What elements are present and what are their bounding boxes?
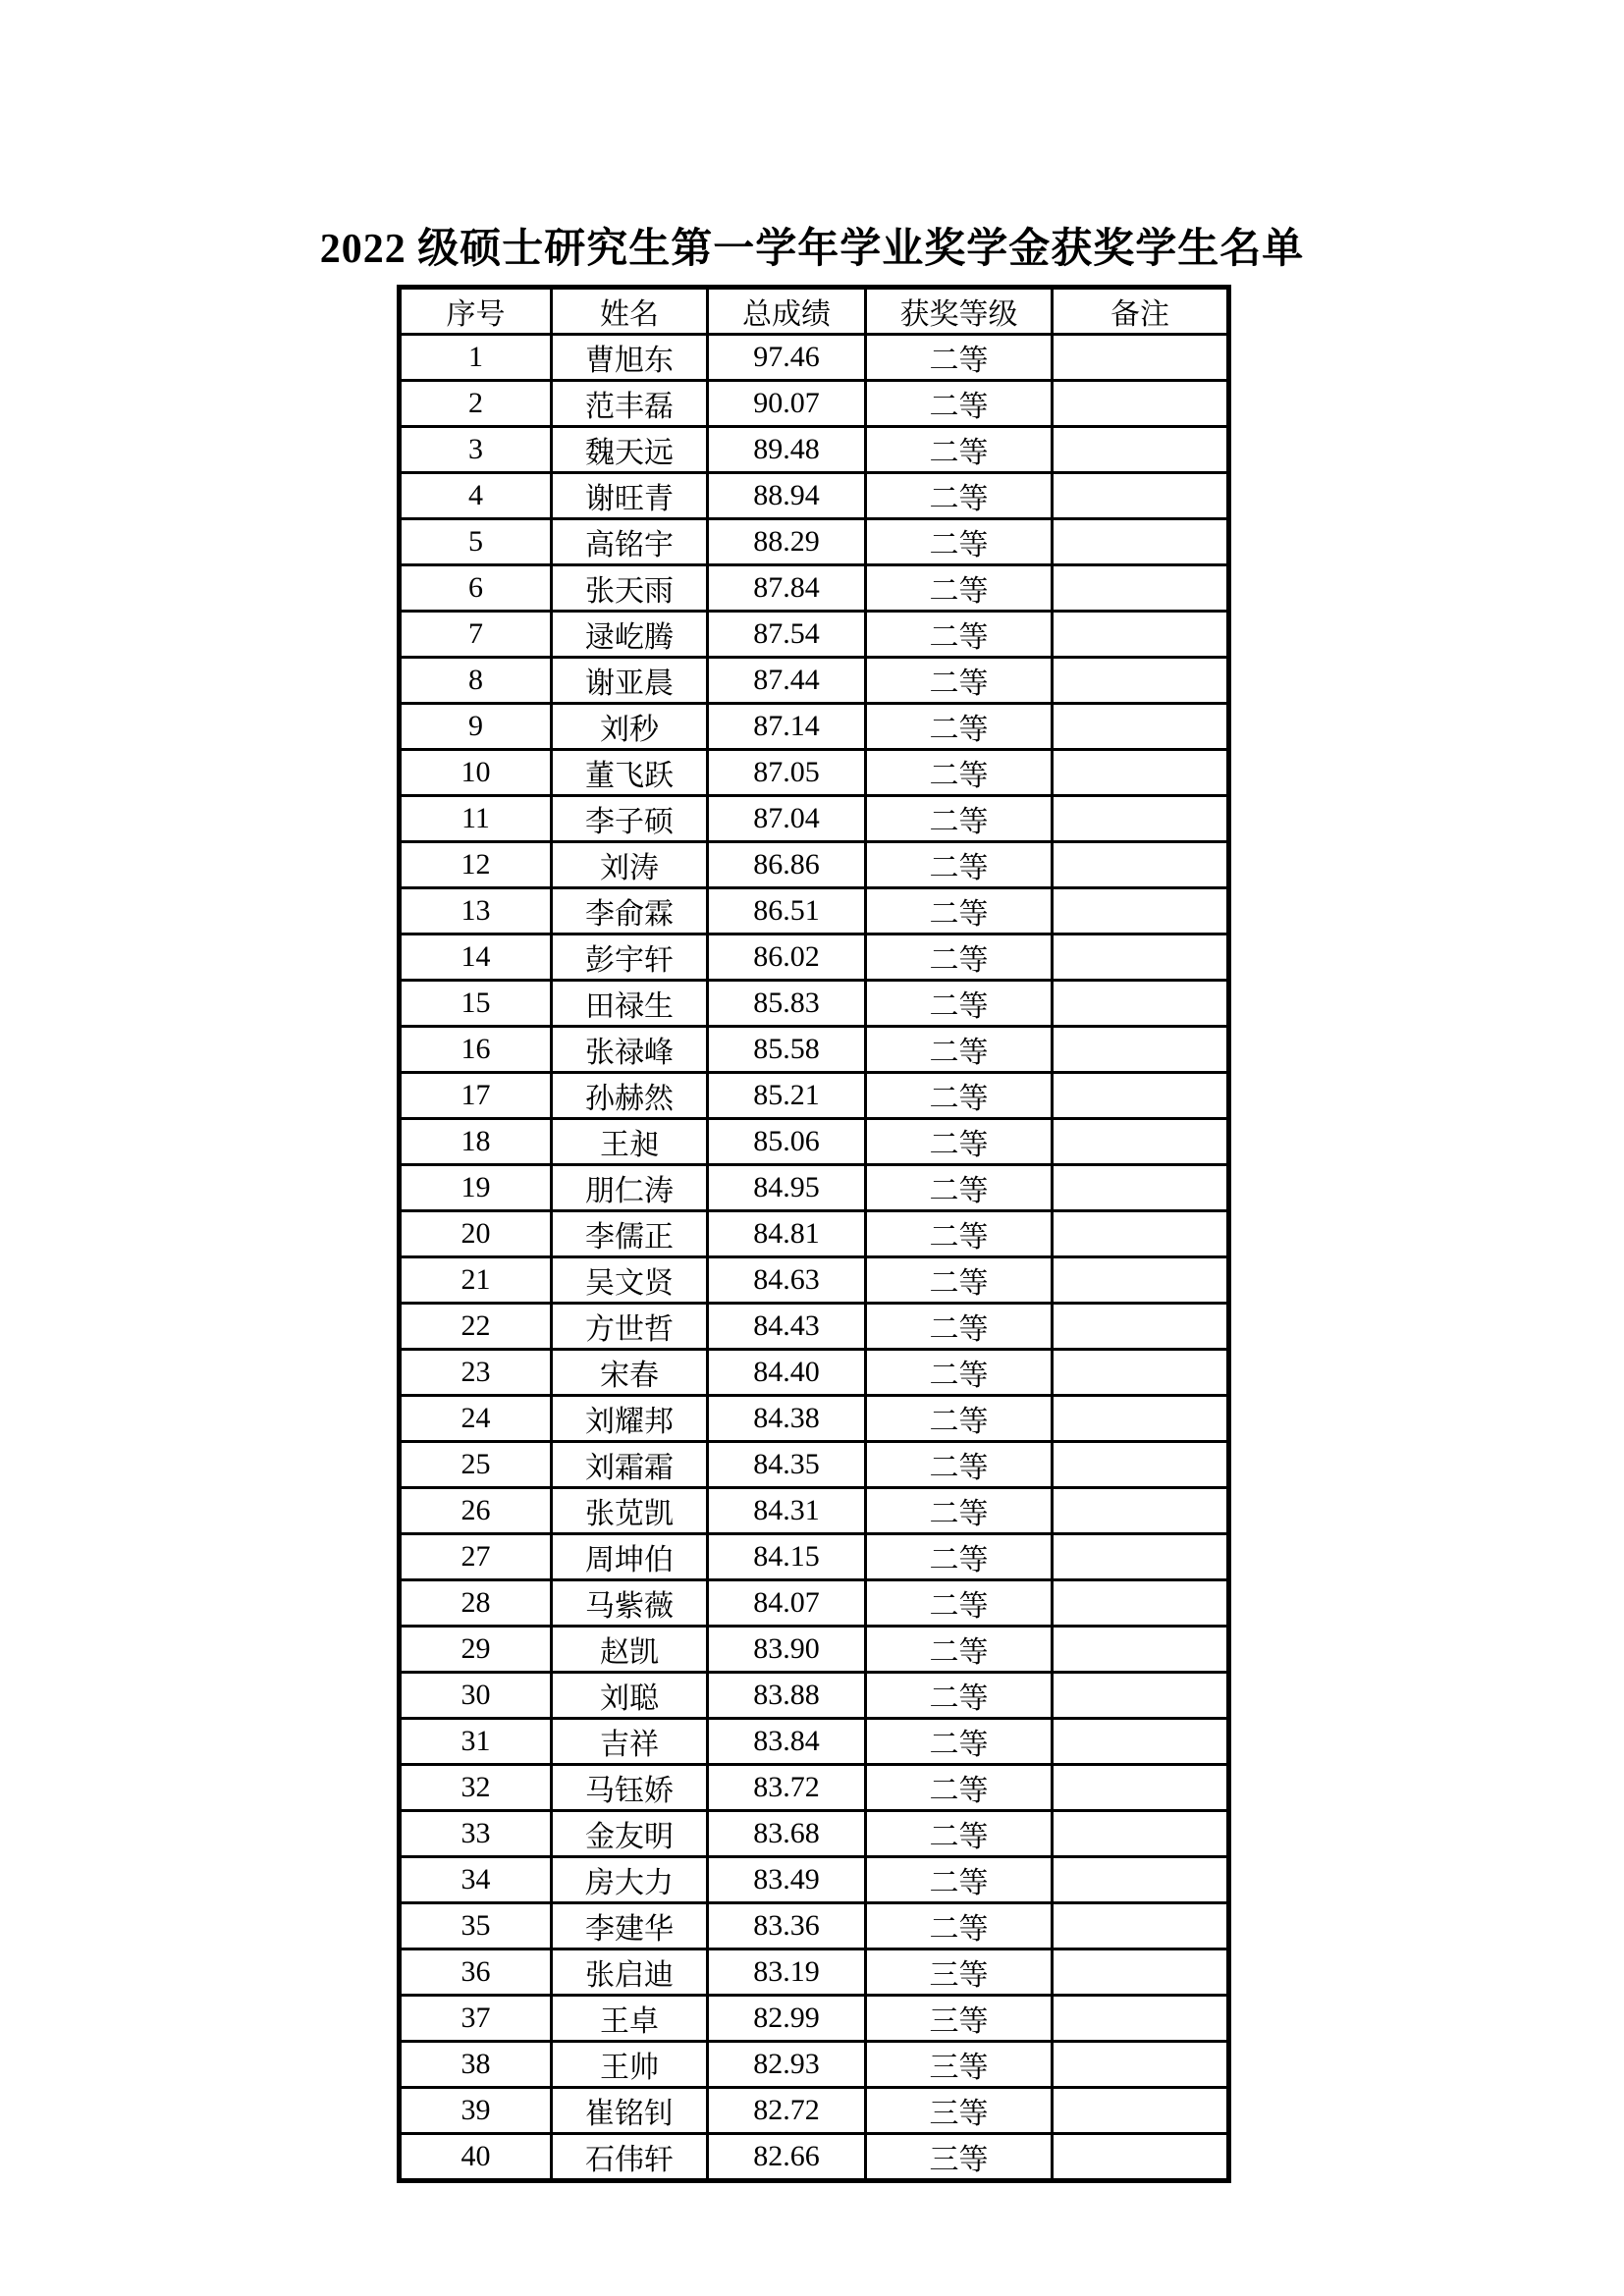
cell-remark <box>1053 981 1229 1027</box>
cell-level: 二等 <box>866 1119 1053 1165</box>
cell-no: 20 <box>400 1211 552 1257</box>
cell-score: 87.04 <box>708 796 866 842</box>
cell-level: 二等 <box>866 1903 1053 1949</box>
cell-name: 李建华 <box>552 1903 708 1949</box>
table-row <box>400 1580 1229 1627</box>
header-row <box>400 288 1229 335</box>
cell-no: 1 <box>400 335 552 381</box>
cell-name: 崔铭钊 <box>552 2088 708 2134</box>
cell-score: 83.84 <box>708 1719 866 1765</box>
cell-remark <box>1053 750 1229 796</box>
table-row <box>400 1857 1229 1903</box>
cell-remark <box>1053 1257 1229 1304</box>
cell-name: 刘耀邦 <box>552 1396 708 1442</box>
cell-name: 彭宇轩 <box>552 934 708 981</box>
cell-remark <box>1053 1119 1229 1165</box>
cell-score: 87.14 <box>708 704 866 750</box>
column-header: 备注 <box>1053 288 1229 335</box>
cell-level: 二等 <box>866 796 1053 842</box>
cell-score: 88.29 <box>708 519 866 565</box>
cell-remark <box>1053 2088 1229 2134</box>
cell-no: 7 <box>400 612 552 658</box>
cell-name: 张启迪 <box>552 1949 708 1996</box>
cell-level: 二等 <box>866 1165 1053 1211</box>
cell-no: 34 <box>400 1857 552 1903</box>
table-row <box>400 473 1229 519</box>
cell-no: 35 <box>400 1903 552 1949</box>
table-row <box>400 1350 1229 1396</box>
cell-no: 32 <box>400 1765 552 1811</box>
cell-score: 83.68 <box>708 1811 866 1857</box>
column-header: 序号 <box>400 288 552 335</box>
cell-name: 谢旺青 <box>552 473 708 519</box>
cell-score: 86.51 <box>708 888 866 934</box>
cell-level: 二等 <box>866 1719 1053 1765</box>
cell-name: 魏天远 <box>552 427 708 473</box>
cell-name: 石伟轩 <box>552 2134 708 2181</box>
column-header: 姓名 <box>552 288 708 335</box>
cell-name: 逯屹腾 <box>552 612 708 658</box>
cell-remark <box>1053 1304 1229 1350</box>
cell-name: 张禄峰 <box>552 1027 708 1073</box>
cell-no: 9 <box>400 704 552 750</box>
cell-name: 刘秒 <box>552 704 708 750</box>
cell-score: 84.38 <box>708 1396 866 1442</box>
cell-level: 二等 <box>866 1257 1053 1304</box>
cell-remark <box>1053 1350 1229 1396</box>
table-row <box>400 1996 1229 2042</box>
cell-level: 二等 <box>866 842 1053 888</box>
cell-no: 8 <box>400 658 552 704</box>
cell-name: 李俞霖 <box>552 888 708 934</box>
cell-level: 二等 <box>866 1488 1053 1534</box>
cell-no: 36 <box>400 1949 552 1996</box>
cell-level: 三等 <box>866 1996 1053 2042</box>
cell-score: 84.43 <box>708 1304 866 1350</box>
cell-remark <box>1053 1165 1229 1211</box>
cell-remark <box>1053 1996 1229 2042</box>
cell-score: 83.72 <box>708 1765 866 1811</box>
cell-score: 84.07 <box>708 1580 866 1627</box>
cell-level: 二等 <box>866 1811 1053 1857</box>
table-row <box>400 981 1229 1027</box>
cell-no: 21 <box>400 1257 552 1304</box>
cell-remark <box>1053 1673 1229 1719</box>
cell-score: 83.36 <box>708 1903 866 1949</box>
table-row <box>400 1811 1229 1857</box>
cell-remark <box>1053 1811 1229 1857</box>
cell-name: 房大力 <box>552 1857 708 1903</box>
table-row <box>400 1304 1229 1350</box>
cell-remark <box>1053 335 1229 381</box>
cell-name: 刘聪 <box>552 1673 708 1719</box>
cell-score: 84.31 <box>708 1488 866 1534</box>
cell-name: 田禄生 <box>552 981 708 1027</box>
cell-no: 27 <box>400 1534 552 1580</box>
cell-level: 二等 <box>866 1073 1053 1119</box>
cell-no: 3 <box>400 427 552 473</box>
cell-name: 李子硕 <box>552 796 708 842</box>
cell-score: 84.95 <box>708 1165 866 1211</box>
table-row <box>400 381 1229 427</box>
cell-score: 82.99 <box>708 1996 866 2042</box>
cell-name: 方世哲 <box>552 1304 708 1350</box>
table-row <box>400 1119 1229 1165</box>
table-row <box>400 1949 1229 1996</box>
cell-name: 王昶 <box>552 1119 708 1165</box>
cell-score: 87.44 <box>708 658 866 704</box>
cell-name: 高铭宇 <box>552 519 708 565</box>
cell-level: 二等 <box>866 934 1053 981</box>
cell-remark <box>1053 612 1229 658</box>
cell-score: 88.94 <box>708 473 866 519</box>
cell-no: 22 <box>400 1304 552 1350</box>
table-row <box>400 1257 1229 1304</box>
cell-name: 李儒正 <box>552 1211 708 1257</box>
table-row <box>400 1534 1229 1580</box>
cell-level: 二等 <box>866 981 1053 1027</box>
cell-name: 范丰磊 <box>552 381 708 427</box>
table-row <box>400 704 1229 750</box>
cell-no: 39 <box>400 2088 552 2134</box>
table-row <box>400 565 1229 612</box>
cell-remark <box>1053 2042 1229 2088</box>
cell-score: 85.83 <box>708 981 866 1027</box>
cell-no: 24 <box>400 1396 552 1442</box>
table-row <box>400 1719 1229 1765</box>
table-row <box>400 658 1229 704</box>
cell-score: 85.21 <box>708 1073 866 1119</box>
cell-level: 二等 <box>866 1027 1053 1073</box>
cell-score: 82.66 <box>708 2134 866 2181</box>
cell-no: 29 <box>400 1627 552 1673</box>
cell-level: 二等 <box>866 1673 1053 1719</box>
cell-name: 马钰娇 <box>552 1765 708 1811</box>
cell-no: 16 <box>400 1027 552 1073</box>
cell-remark <box>1053 1396 1229 1442</box>
table-row <box>400 427 1229 473</box>
cell-score: 84.35 <box>708 1442 866 1488</box>
table-row <box>400 1165 1229 1211</box>
cell-no: 31 <box>400 1719 552 1765</box>
cell-score: 90.07 <box>708 381 866 427</box>
cell-score: 85.06 <box>708 1119 866 1165</box>
cell-no: 2 <box>400 381 552 427</box>
cell-no: 12 <box>400 842 552 888</box>
scholarship-table-body <box>400 335 1229 2181</box>
table-row <box>400 1396 1229 1442</box>
cell-name: 周坤伯 <box>552 1534 708 1580</box>
cell-remark <box>1053 1765 1229 1811</box>
cell-no: 13 <box>400 888 552 934</box>
cell-score: 86.02 <box>708 934 866 981</box>
cell-remark <box>1053 1211 1229 1257</box>
cell-name: 朋仁涛 <box>552 1165 708 1211</box>
cell-remark <box>1053 1627 1229 1673</box>
cell-no: 26 <box>400 1488 552 1534</box>
table-row <box>400 934 1229 981</box>
cell-level: 二等 <box>866 888 1053 934</box>
cell-level: 二等 <box>866 1304 1053 1350</box>
cell-remark <box>1053 1949 1229 1996</box>
cell-name: 张天雨 <box>552 565 708 612</box>
cell-level: 二等 <box>866 1627 1053 1673</box>
cell-no: 5 <box>400 519 552 565</box>
cell-score: 83.49 <box>708 1857 866 1903</box>
cell-score: 82.72 <box>708 2088 866 2134</box>
cell-no: 15 <box>400 981 552 1027</box>
cell-no: 14 <box>400 934 552 981</box>
table-row <box>400 888 1229 934</box>
cell-no: 23 <box>400 1350 552 1396</box>
cell-no: 28 <box>400 1580 552 1627</box>
cell-remark <box>1053 473 1229 519</box>
cell-remark <box>1053 1857 1229 1903</box>
cell-level: 二等 <box>866 1857 1053 1903</box>
cell-name: 金友明 <box>552 1811 708 1857</box>
table-row <box>400 796 1229 842</box>
table-row <box>400 2088 1229 2134</box>
cell-no: 37 <box>400 1996 552 2042</box>
cell-name: 赵凯 <box>552 1627 708 1673</box>
column-header: 获奖等级 <box>866 288 1053 335</box>
cell-remark <box>1053 796 1229 842</box>
cell-name: 刘霜霜 <box>552 1442 708 1488</box>
cell-remark <box>1053 1903 1229 1949</box>
cell-level: 二等 <box>866 1765 1053 1811</box>
table-row <box>400 750 1229 796</box>
cell-remark <box>1053 1073 1229 1119</box>
cell-no: 10 <box>400 750 552 796</box>
cell-remark <box>1053 1534 1229 1580</box>
table-row <box>400 612 1229 658</box>
cell-score: 85.58 <box>708 1027 866 1073</box>
cell-score: 87.05 <box>708 750 866 796</box>
cell-level: 二等 <box>866 750 1053 796</box>
cell-score: 83.88 <box>708 1673 866 1719</box>
cell-no: 40 <box>400 2134 552 2181</box>
cell-level: 二等 <box>866 565 1053 612</box>
cell-level: 三等 <box>866 2134 1053 2181</box>
cell-score: 97.46 <box>708 335 866 381</box>
cell-name: 谢亚晨 <box>552 658 708 704</box>
table-row <box>400 519 1229 565</box>
cell-no: 4 <box>400 473 552 519</box>
cell-name: 孙赫然 <box>552 1073 708 1119</box>
cell-remark <box>1053 565 1229 612</box>
cell-no: 19 <box>400 1165 552 1211</box>
cell-level: 二等 <box>866 1211 1053 1257</box>
cell-level: 三等 <box>866 2088 1053 2134</box>
cell-score: 84.63 <box>708 1257 866 1304</box>
table-row <box>400 1765 1229 1811</box>
cell-name: 宋春 <box>552 1350 708 1396</box>
cell-score: 83.19 <box>708 1949 866 1996</box>
cell-no: 18 <box>400 1119 552 1165</box>
cell-remark <box>1053 1027 1229 1073</box>
cell-score: 84.40 <box>708 1350 866 1396</box>
cell-remark <box>1053 1442 1229 1488</box>
cell-name: 吴文贤 <box>552 1257 708 1304</box>
cell-score: 83.90 <box>708 1627 866 1673</box>
cell-name: 刘涛 <box>552 842 708 888</box>
cell-no: 17 <box>400 1073 552 1119</box>
cell-remark <box>1053 519 1229 565</box>
cell-name: 张苋凯 <box>552 1488 708 1534</box>
cell-remark <box>1053 658 1229 704</box>
cell-remark <box>1053 427 1229 473</box>
cell-score: 82.93 <box>708 2042 866 2088</box>
cell-no: 33 <box>400 1811 552 1857</box>
cell-level: 二等 <box>866 612 1053 658</box>
cell-score: 87.84 <box>708 565 866 612</box>
cell-remark <box>1053 1719 1229 1765</box>
table-row <box>400 2042 1229 2088</box>
table-row <box>400 1488 1229 1534</box>
table-row <box>400 1673 1229 1719</box>
table-row <box>400 1211 1229 1257</box>
cell-no: 25 <box>400 1442 552 1488</box>
cell-no: 6 <box>400 565 552 612</box>
cell-no: 38 <box>400 2042 552 2088</box>
cell-score: 84.15 <box>708 1534 866 1580</box>
cell-level: 二等 <box>866 381 1053 427</box>
cell-level: 二等 <box>866 1534 1053 1580</box>
cell-level: 二等 <box>866 658 1053 704</box>
cell-name: 吉祥 <box>552 1719 708 1765</box>
table-row <box>400 1027 1229 1073</box>
table-row <box>400 2134 1229 2181</box>
cell-remark <box>1053 842 1229 888</box>
cell-score: 84.81 <box>708 1211 866 1257</box>
cell-name: 王卓 <box>552 1996 708 2042</box>
cell-remark <box>1053 704 1229 750</box>
scholarship-table <box>397 285 1231 2183</box>
cell-remark <box>1053 888 1229 934</box>
table-row <box>400 842 1229 888</box>
cell-remark <box>1053 381 1229 427</box>
cell-level: 二等 <box>866 335 1053 381</box>
cell-name: 董飞跃 <box>552 750 708 796</box>
cell-level: 二等 <box>866 704 1053 750</box>
column-header: 总成绩 <box>708 288 866 335</box>
cell-name: 王帅 <box>552 2042 708 2088</box>
cell-remark <box>1053 934 1229 981</box>
cell-name: 马紫薇 <box>552 1580 708 1627</box>
cell-score: 86.86 <box>708 842 866 888</box>
cell-name: 曹旭东 <box>552 335 708 381</box>
table-row <box>400 1442 1229 1488</box>
cell-level: 二等 <box>866 1350 1053 1396</box>
cell-level: 二等 <box>866 1580 1053 1627</box>
cell-level: 二等 <box>866 1442 1053 1488</box>
cell-score: 89.48 <box>708 427 866 473</box>
cell-level: 三等 <box>866 2042 1053 2088</box>
cell-level: 二等 <box>866 1396 1053 1442</box>
table-row <box>400 335 1229 381</box>
table-row <box>400 1627 1229 1673</box>
cell-no: 30 <box>400 1673 552 1719</box>
page-title: 2022 级硕士研究生第一学年学业奖学金获奖学生名单 <box>319 227 1305 272</box>
cell-level: 二等 <box>866 473 1053 519</box>
cell-level: 二等 <box>866 427 1053 473</box>
cell-level: 二等 <box>866 519 1053 565</box>
cell-level: 三等 <box>866 1949 1053 1996</box>
table-row <box>400 1903 1229 1949</box>
cell-no: 11 <box>400 796 552 842</box>
cell-remark <box>1053 2134 1229 2181</box>
cell-remark <box>1053 1580 1229 1627</box>
table-row <box>400 1073 1229 1119</box>
table-header <box>400 288 1229 335</box>
cell-remark <box>1053 1488 1229 1534</box>
cell-score: 87.54 <box>708 612 866 658</box>
